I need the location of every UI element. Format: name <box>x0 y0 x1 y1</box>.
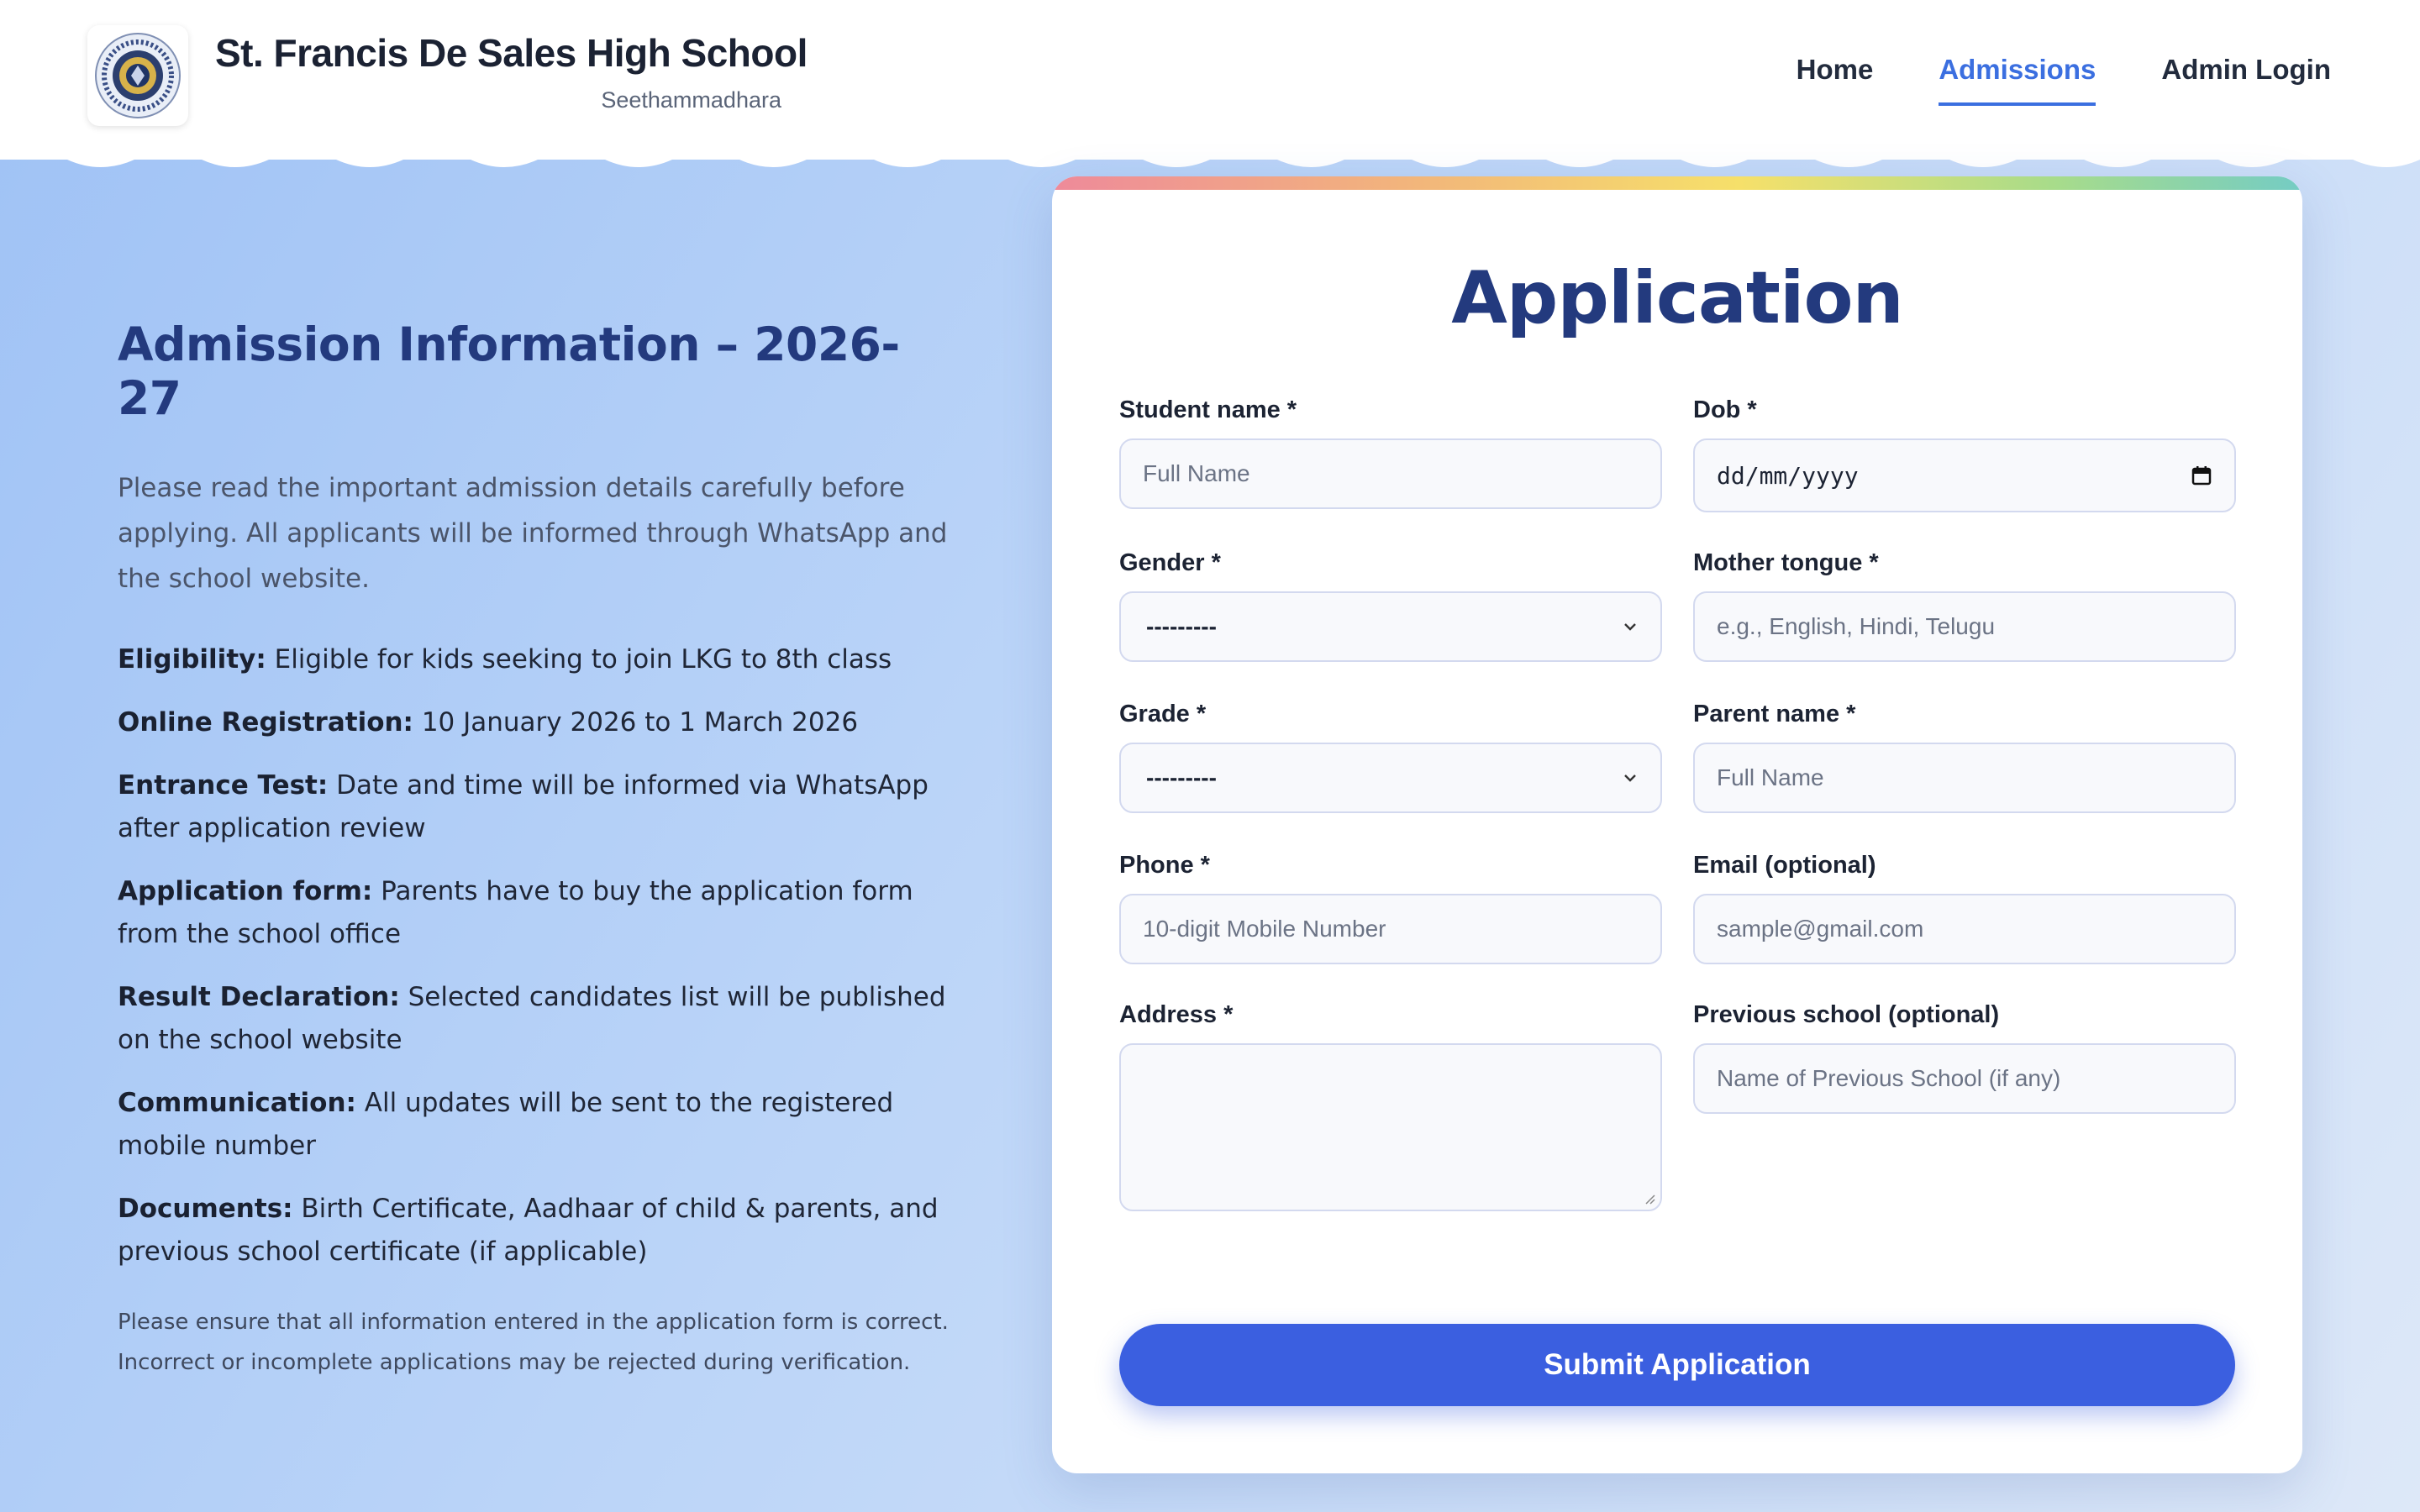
info-application-form <box>118 870 950 956</box>
info-label: Online Registration: <box>118 707 413 738</box>
info-eligibility <box>118 638 950 681</box>
school-logo[interactable] <box>87 25 188 126</box>
gender-label: Gender * <box>1119 549 1221 576</box>
email-label: Email (optional) <box>1693 852 1876 879</box>
chevron-down-icon <box>1622 769 1639 786</box>
gender-value: --------- <box>1146 613 1217 639</box>
info-label: Entrance Test: <box>118 770 329 801</box>
brand-block <box>215 30 808 113</box>
gender-select[interactable] <box>1119 591 1662 662</box>
student-name-field <box>1119 396 1662 509</box>
phone-input[interactable]: 10-digit Mobile Number <box>1119 894 1662 964</box>
info-title: Admission Information – 2026-27 <box>118 318 900 425</box>
dob-value: dd/mm/yyyy <box>1717 461 1859 490</box>
form-title: Application <box>1451 256 1903 340</box>
gender-field <box>1119 549 1662 662</box>
info-text: All updates will be sent to the registered mobile number <box>118 1088 894 1161</box>
info-intro: Please read the important admission details carefully before applying. All applicants will be informed through WhatsApp and the school website. <box>118 473 948 594</box>
info-entrance-test <box>118 764 950 850</box>
address-textarea[interactable] <box>1119 1043 1662 1211</box>
info-communication <box>118 1082 950 1168</box>
grade-select[interactable] <box>1119 743 1662 813</box>
grade-value: --------- <box>1146 764 1217 790</box>
info-text: Selected candidates list will be published on the school website <box>118 982 946 1055</box>
nav-home[interactable]: Home <box>1796 54 1874 85</box>
phone-label: Phone * <box>1119 852 1210 879</box>
school-crest-icon <box>94 32 182 119</box>
calendar-icon[interactable] <box>2191 465 2212 486</box>
chevron-down-icon <box>1622 618 1639 635</box>
info-documents <box>118 1188 950 1273</box>
phone-field <box>1119 852 1662 964</box>
info-result <box>118 976 950 1062</box>
student-name-input[interactable]: Full Name <box>1119 438 1662 509</box>
mother-tongue-field <box>1693 549 2236 662</box>
email-field <box>1693 852 2236 964</box>
parent-name-label: Parent name * <box>1693 701 1856 727</box>
dob-field <box>1693 396 2236 512</box>
info-note: Please ensure that all information entered in the application form is correct. Incorrect or incomplete applications may be rejected during verification. <box>118 1310 949 1375</box>
mother-tongue-input[interactable]: e.g., English, Hindi, Telugu <box>1693 591 2236 662</box>
school-name: St. Francis De Sales High School <box>215 31 808 75</box>
info-label: Eligibility: <box>118 644 266 675</box>
parent-name-input[interactable]: Full Name <box>1693 743 2236 813</box>
previous-school-label: Previous school (optional) <box>1693 1001 2000 1028</box>
info-text: Birth Certificate, Aadhaar of child & parents, and previous school certificate (if applicable) <box>118 1194 939 1267</box>
info-label: Communication: <box>118 1088 356 1118</box>
nav-admissions[interactable]: Admissions <box>1939 54 2096 106</box>
grade-label: Grade * <box>1119 701 1207 727</box>
info-list <box>118 638 950 1273</box>
parent-name-field <box>1693 701 2236 813</box>
previous-school-field <box>1693 1001 2236 1114</box>
site-header <box>0 0 2420 160</box>
info-text: Eligible for kids seeking to join LKG to 8th class <box>266 644 892 675</box>
main-nav <box>1797 54 2331 106</box>
resize-handle-icon[interactable] <box>1642 1191 1655 1205</box>
info-text: 10 January 2026 to 1 March 2026 <box>413 707 859 738</box>
submit-application-button[interactable]: Submit Application <box>1119 1324 2235 1406</box>
application-form-card <box>1052 176 2302 1473</box>
email-input[interactable]: sample@gmail.com <box>1693 894 2236 964</box>
dob-input[interactable] <box>1693 438 2236 512</box>
dob-label: Dob * <box>1693 396 1757 423</box>
info-text: Parents have to buy the application form from the school office <box>118 876 913 949</box>
info-label: Documents: <box>118 1194 293 1224</box>
info-text: Date and time will be informed via WhatsApp after application review <box>118 770 929 843</box>
previous-school-input[interactable]: Name of Previous School (if any) <box>1693 1043 2236 1114</box>
address-label: Address * <box>1119 1001 1234 1028</box>
info-label: Application form: <box>118 876 373 906</box>
card-gradient-bar <box>1052 176 2302 190</box>
info-label: Result Declaration: <box>118 982 400 1012</box>
student-name-label: Student name * <box>1119 396 1297 423</box>
grade-field <box>1119 701 1662 813</box>
admission-info <box>118 318 950 1383</box>
nav-admin-login[interactable]: Admin Login <box>2161 54 2331 85</box>
info-registration <box>118 701 950 744</box>
school-location: Seethammadhara <box>601 87 781 113</box>
address-field <box>1119 1001 1662 1211</box>
mother-tongue-label: Mother tongue * <box>1693 549 1879 576</box>
